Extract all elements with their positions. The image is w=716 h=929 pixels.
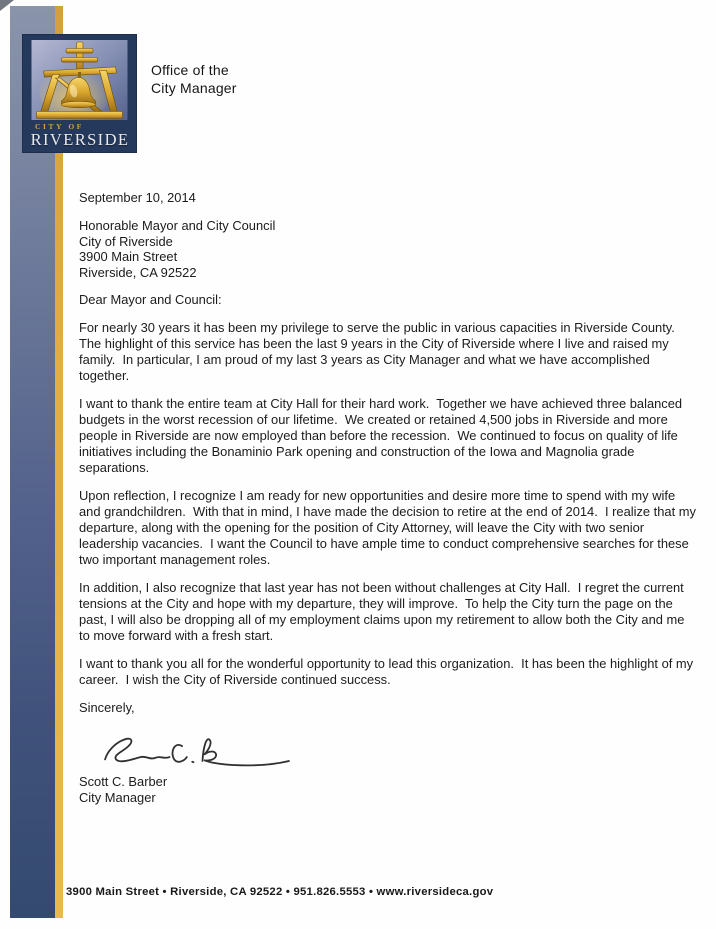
signer-title: City Manager — [79, 790, 156, 805]
recipient-line: Honorable Mayor and City Council — [79, 218, 276, 233]
office-title-line1: Office of the — [151, 62, 229, 78]
recipient-line: City of Riverside — [79, 233, 173, 249]
letter-paragraph: I want to thank you all for the wonderful opportunity to lead this organization. It has been the highlight of my career. I wish the City of Riverside continued success. — [79, 656, 697, 687]
recipient-address — [79, 218, 696, 280]
closing-word: Sincerely, — [79, 700, 135, 715]
letter-paragraph: I want to thank the entire team at City Hall for their hard work. Together we have achieved three balanced budgets in the worst recession of our lifetime. We created or retained 4,500 jobs in Riverside and more people in Riverside are now employed than before the recession. We continued to focus on quality of life initiatives including the Bonaminio Park opening and construction of the Iowa and Magnolia grade separations. — [79, 396, 686, 475]
letter-paragraph: Upon reflection, I recognize I am ready for new opportunities and desire more time to spend with my wife and grandchildren. With that in mind, I have made the decision to retire at the end of 2014. I realize that my departure, along with the opening for the position of City Attorney, will leave the City with two senior leadership vacancies. I want the Council to have ample time to conduct comprehensive searches for these two important management roles. — [79, 488, 700, 567]
raincross-bell-icon — [31, 40, 128, 120]
office-title — [151, 62, 237, 97]
footer-contact-line: 3900 Main Street • Riverside, CA 92522 • 951.826.5553 • www.riversideca.gov — [66, 886, 494, 898]
letter-paragraph: For nearly 30 years it has been my privilege to serve the public in various capacities in Riverside County. The highlight of this service has been the last 9 years in the City of Riverside where I live and raised my family. In particular, I am proud of my last 3 years as City Manager and what we have accomplished together. — [79, 320, 682, 383]
letter-date: September 10, 2014 — [79, 190, 196, 205]
recipient-line: 3900 Main Street — [79, 249, 178, 264]
letter-body — [79, 190, 700, 806]
handwritten-signature-scrawl — [81, 728, 313, 772]
logo-riverside-label: RIVERSIDE — [30, 130, 130, 149]
recipient-line: Riverside, CA 92522 — [79, 264, 197, 280]
signer-name: Scott C. Barber — [79, 774, 168, 789]
salutation: Dear Mayor and Council: — [79, 292, 222, 307]
logo-city-of-label: CITY OF — [35, 122, 84, 131]
office-title-line2: City Manager — [151, 79, 237, 96]
city-of-riverside-logo — [22, 34, 137, 153]
letter-paragraph: In addition, I also recognize that last year has not been without challenges at City Hall. I regret the current tensions at the City and hope with my departure, they will improve. To help the City turn the page on the past, I will also be dropping all of my employment claims upon my retirement to allow both the City and me to move forward with a fresh start. — [79, 580, 689, 643]
